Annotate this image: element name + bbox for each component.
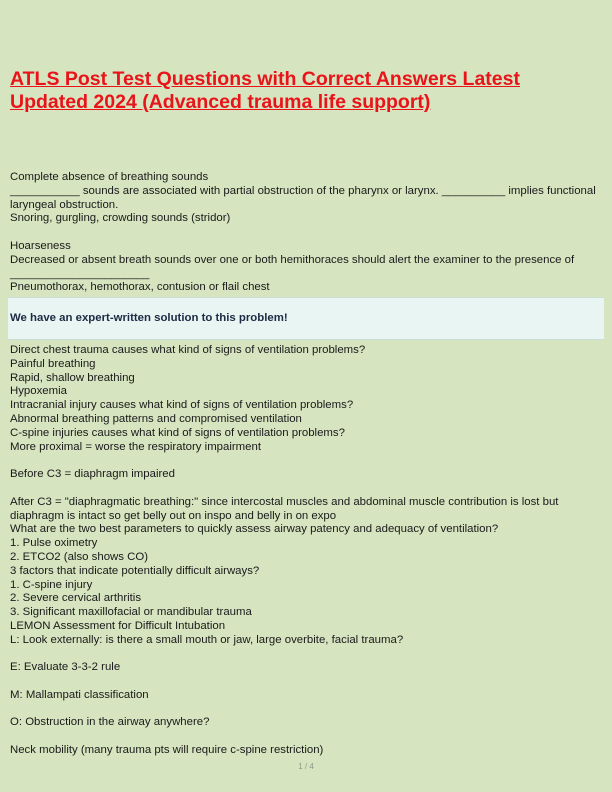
- text-line: Snoring, gurgling, crowding sounds (stridor): [10, 212, 231, 225]
- text-line: Rapid, shallow breathing: [10, 371, 135, 384]
- solution-callout[interactable]: We have an expert-written solution to this problem!: [8, 297, 604, 340]
- text-line: O: Obstruction in the airway anywhere?: [10, 716, 210, 729]
- text-line: M: Mallampati classification: [10, 688, 149, 701]
- document-body: [10, 171, 602, 758]
- text-line: [10, 730, 602, 744]
- text-line: C-spine injuries causes what kind of signs of ventilation problems?: [10, 426, 345, 439]
- text-line: [10, 648, 602, 662]
- document-title: ATLS Post Test Questions with Correct Answers Latest Updated 2024 (Advanced trauma life support): [10, 68, 520, 113]
- text-line: Hypoxemia: [10, 385, 67, 398]
- text-line: [10, 703, 602, 717]
- page-indicator: 1 / 4: [298, 762, 314, 771]
- text-line: Neck mobility (many trauma pts will require c-spine restriction): [10, 744, 324, 757]
- text-line: Direct chest trauma causes what kind of signs of ventilation problems?: [10, 343, 366, 356]
- text-line: E: Evaluate 3-3-2 rule: [10, 661, 121, 674]
- text-line: ___________ sounds are associated with partial obstruction of the pharynx or larynx. __________ implies functional laryngeal obstruction.: [10, 184, 599, 211]
- text-line: Abnormal breathing patterns and compromised ventilation: [10, 412, 302, 425]
- text-line: 1. Pulse oximetry: [10, 537, 98, 550]
- text-line: Before C3 = diaphragm impaired: [10, 468, 175, 481]
- text-line: Complete absence of breathing sounds: [10, 171, 209, 183]
- qa-block-2: [10, 344, 602, 758]
- text-line: Intracranial injury causes what kind of signs of ventilation problems?: [10, 399, 354, 412]
- text-line: Pneumothorax, hemothorax, contusion or flail chest: [10, 281, 270, 294]
- text-line: More proximal = worse the respiratory impairment: [10, 440, 261, 453]
- text-line: 1. C-spine injury: [10, 578, 93, 591]
- solution-callout-wrapper: [10, 297, 602, 340]
- text-line: 3 factors that indicate potentially difficult airways?: [10, 564, 260, 577]
- text-line: [10, 675, 602, 689]
- text-line: 3. Significant maxillofacial or mandibular trauma: [10, 606, 252, 619]
- text-line: [10, 482, 602, 496]
- text-line: Hoarseness: [10, 239, 71, 252]
- text-line: 2. Severe cervical arthritis: [10, 592, 142, 605]
- text-line: Decreased or absent breath sounds over one or both hemithoraces should alert the examiner to the presence of ______________________: [10, 253, 578, 280]
- text-line: Painful breathing: [10, 357, 96, 370]
- text-line: L: Look externally: is there a small mouth or jaw, large overbite, facial trauma?: [10, 633, 404, 646]
- qa-block-1: [10, 171, 602, 295]
- text-line: [10, 226, 602, 240]
- text-line: [10, 454, 602, 468]
- text-line: What are the two best parameters to quickly assess airway patency and adequacy of ventilation?: [10, 523, 499, 536]
- text-line: LEMON Assessment for Difficult Intubation: [10, 619, 226, 632]
- text-line: After C3 = "diaphragmatic breathing:" since intercostal muscles and abdominal muscle contribution is lost but diaphragm is intact so get belly out on inspo and belly in on expo: [10, 495, 562, 522]
- text-line: 2. ETCO2 (also shows CO): [10, 550, 148, 563]
